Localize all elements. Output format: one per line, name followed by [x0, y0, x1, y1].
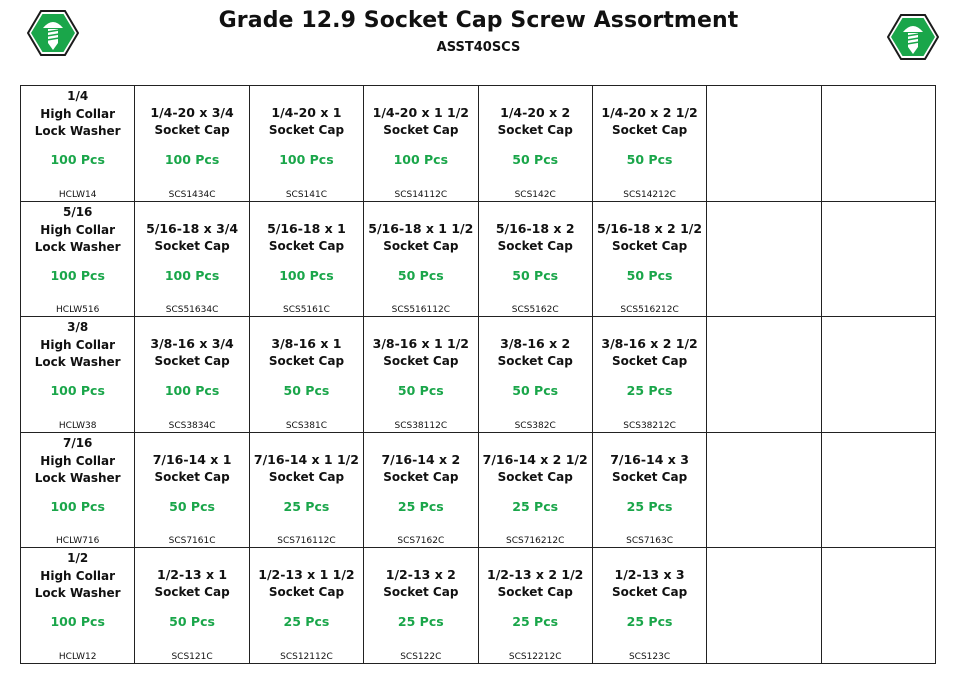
part-size-label: 3/8-16 x 2 [500, 336, 571, 352]
screw-cell [479, 548, 593, 664]
empty-cell [822, 202, 936, 318]
empty-cell [707, 86, 821, 202]
part-size-label: 3/8-16 x 1 1/2 [372, 336, 469, 352]
part-size-label: 1/2-13 x 1 1/2 [258, 567, 355, 583]
screw-cell [593, 86, 707, 202]
part-size-label: 3/8-16 x 3/4 [150, 336, 234, 352]
part-code: SCS5161C [282, 305, 330, 316]
quantity-label: 25 Pcs [397, 614, 444, 630]
quantity-label: 100 Pcs [279, 152, 334, 167]
part-type-label: Socket Cap [268, 123, 345, 137]
quantity-label: 100 Pcs [50, 498, 105, 514]
screw-cell [250, 548, 364, 664]
screw-cell [364, 317, 478, 433]
quantity-label: 25 Pcs [512, 614, 559, 630]
quantity-label: 100 Pcs [279, 267, 334, 283]
screw-cell [250, 202, 364, 318]
part-type-label: Socket Cap [268, 585, 345, 600]
screw-cell [250, 317, 364, 433]
empty-cell [822, 86, 936, 202]
quantity-label: 50 Pcs [169, 498, 215, 514]
part-type-label: Socket Cap [154, 585, 230, 600]
part-code: SCS14212C [623, 189, 676, 200]
part-type-label: Socket Cap [383, 238, 459, 253]
part-type-label: Lock Washer [34, 124, 121, 138]
part-type-label: Socket Cap [383, 585, 459, 600]
part-code: SCS5162C [511, 305, 559, 316]
part-type-label: Socket Cap [611, 585, 688, 600]
part-type-label: Lock Washer [34, 586, 121, 601]
part-code: HCLW14 [58, 189, 97, 200]
part-code: SCS38112C [394, 420, 448, 431]
part-type-label: Socket Cap [611, 354, 688, 369]
part-type-label: High Collar [40, 569, 116, 584]
screw-cell [479, 86, 593, 202]
screw-cell [364, 548, 478, 664]
page-title: Grade 12.9 Socket Cap Screw Assortment [218, 8, 739, 33]
part-type-label: Socket Cap [154, 469, 230, 484]
quantity-label: 50 Pcs [512, 152, 559, 167]
part-code: SCS142C [514, 189, 556, 200]
part-size-label: 5/16 [62, 204, 93, 219]
part-type-label: High Collar [40, 107, 116, 121]
part-type-label: Socket Cap [497, 354, 573, 369]
part-code: SCS1434C [168, 189, 216, 200]
screw-cell [593, 433, 707, 549]
quantity-label: 25 Pcs [626, 383, 673, 399]
screw-cell [593, 317, 707, 433]
part-type-label: Socket Cap [268, 354, 345, 369]
part-code: SCS716212C [506, 536, 565, 547]
screw-cell [364, 202, 478, 318]
screw-cell [250, 433, 364, 549]
part-code: SCS38212C [623, 420, 676, 431]
quantity-label: 50 Pcs [397, 383, 444, 399]
part-code: HCLW716 [56, 536, 100, 547]
quantity-label: 25 Pcs [512, 498, 559, 514]
page-subtitle: ASST40SCS [436, 40, 521, 55]
part-size-label: 1/4-20 x 2 1/2 [601, 105, 698, 120]
part-type-label: Socket Cap [268, 469, 345, 484]
quantity-label: 25 Pcs [397, 498, 444, 514]
part-size-label: 1/2-13 x 3 [614, 567, 685, 583]
part-size-label: 1/4-20 x 1 1/2 [372, 105, 469, 120]
part-size-label: 1/4-20 x 2 [500, 105, 571, 120]
part-size-label: 7/16 [62, 435, 93, 450]
part-code: SCS141C [285, 189, 328, 200]
empty-cell [707, 548, 821, 664]
part-size-label: 5/16-18 x 2 [495, 220, 575, 236]
quantity-label: 100 Pcs [50, 152, 105, 167]
screw-cell [135, 86, 249, 202]
quantity-label: 25 Pcs [626, 614, 673, 630]
part-type-label: Socket Cap [611, 238, 688, 253]
part-code: SCS123C [628, 651, 671, 662]
part-code: SCS12212C [508, 651, 562, 662]
part-code: SCS382C [514, 420, 556, 431]
part-size-label: 1/4 [67, 89, 89, 103]
part-type-label: Socket Cap [497, 238, 573, 253]
part-code: SCS51634C [165, 305, 219, 316]
quantity-label: 25 Pcs [626, 498, 673, 514]
part-size-label: 5/16-18 x 2 1/2 [597, 220, 703, 236]
part-type-label: Socket Cap [154, 354, 230, 369]
quantity-label: 100 Pcs [164, 383, 220, 399]
empty-cell [707, 433, 821, 549]
part-type-label: Socket Cap [497, 123, 573, 137]
assortment-grid [20, 85, 936, 664]
part-code: SCS516112C [391, 305, 450, 316]
quantity-label: 50 Pcs [626, 152, 673, 167]
washer-cell [21, 202, 135, 318]
screw-cell [479, 202, 593, 318]
part-code: SCS7161C [168, 536, 216, 547]
part-size-label: 7/16-14 x 3 [610, 451, 689, 467]
screw-cell [135, 548, 249, 664]
screw-cell [250, 86, 364, 202]
part-type-label: Socket Cap [611, 469, 688, 484]
quantity-label: 25 Pcs [283, 498, 330, 514]
part-code: SCS716112C [277, 536, 336, 547]
part-size-label: 7/16-14 x 1 [152, 451, 232, 467]
quantity-label: 100 Pcs [164, 267, 220, 283]
washer-cell [21, 548, 135, 664]
empty-cell [707, 202, 821, 318]
quantity-label: 25 Pcs [283, 614, 330, 630]
part-type-label: High Collar [40, 338, 116, 353]
part-code: SCS3834C [168, 420, 216, 431]
part-type-label: Socket Cap [383, 123, 459, 137]
empty-cell [707, 317, 821, 433]
washer-cell [21, 317, 135, 433]
empty-cell [822, 433, 936, 549]
part-type-label: Socket Cap [383, 469, 459, 484]
part-type-label: Socket Cap [154, 238, 230, 253]
quantity-label: 100 Pcs [50, 267, 105, 283]
part-type-label: Socket Cap [383, 354, 459, 369]
part-size-label: 3/8 [67, 320, 89, 335]
part-code: SCS7163C [626, 536, 674, 547]
part-size-label: 1/2-13 x 2 [385, 567, 456, 583]
part-code: HCLW516 [56, 305, 100, 316]
part-size-label: 5/16-18 x 3/4 [146, 220, 239, 236]
part-size-label: 7/16-14 x 2 1/2 [482, 451, 588, 467]
quantity-label: 100 Pcs [50, 614, 105, 630]
screw-cell [135, 202, 249, 318]
screw-cell [593, 548, 707, 664]
part-size-label: 1/2-13 x 2 1/2 [487, 567, 584, 583]
part-code: HCLW38 [58, 420, 97, 431]
washer-cell [21, 433, 135, 549]
part-type-label: Socket Cap [611, 123, 688, 137]
screw-cell [593, 202, 707, 318]
part-code: HCLW12 [58, 651, 97, 662]
quantity-label: 100 Pcs [50, 383, 105, 399]
part-type-label: Socket Cap [268, 238, 345, 253]
part-size-label: 5/16-18 x 1 1/2 [368, 220, 474, 236]
quantity-label: 50 Pcs [397, 267, 444, 283]
part-code: SCS516212C [620, 305, 679, 316]
part-code: SCS121C [171, 651, 213, 662]
screw-cell [135, 317, 249, 433]
part-type-label: Socket Cap [497, 585, 573, 600]
part-size-label: 1/2-13 x 1 [157, 567, 228, 583]
part-code: SCS14112C [394, 189, 448, 200]
part-size-label: 1/2 [67, 551, 89, 566]
screw-cell [135, 433, 249, 549]
quantity-label: 50 Pcs [626, 267, 673, 283]
part-size-label: 5/16-18 x 1 [267, 220, 346, 236]
part-code: SCS7162C [397, 536, 445, 547]
part-type-label: Lock Washer [34, 355, 121, 370]
part-type-label: Lock Washer [34, 470, 121, 485]
part-size-label: 1/4-20 x 1 [271, 105, 342, 120]
quantity-label: 50 Pcs [512, 267, 559, 283]
part-type-label: Socket Cap [154, 123, 230, 137]
screw-cell [364, 86, 478, 202]
part-type-label: Socket Cap [497, 469, 573, 484]
part-code: SCS12112C [280, 651, 333, 662]
quantity-label: 100 Pcs [393, 152, 449, 167]
part-type-label: High Collar [40, 222, 116, 237]
screw-cell [479, 433, 593, 549]
part-size-label: 7/16-14 x 1 1/2 [253, 451, 359, 467]
part-type-label: High Collar [40, 453, 116, 468]
part-size-label: 3/8-16 x 2 1/2 [601, 336, 698, 352]
quantity-label: 50 Pcs [512, 383, 559, 399]
empty-cell [822, 548, 936, 664]
part-code: SCS122C [400, 651, 442, 662]
part-type-label: Lock Washer [34, 239, 121, 254]
quantity-label: 100 Pcs [164, 152, 220, 167]
screw-cell [479, 317, 593, 433]
empty-cell [822, 317, 936, 433]
washer-cell [21, 86, 135, 202]
part-size-label: 7/16-14 x 2 [381, 451, 461, 467]
quantity-label: 50 Pcs [283, 383, 330, 399]
part-size-label: 1/4-20 x 3/4 [150, 105, 234, 120]
part-code: SCS381C [285, 420, 328, 431]
screw-cell [364, 433, 478, 549]
quantity-label: 50 Pcs [169, 614, 215, 630]
part-size-label: 3/8-16 x 1 [271, 336, 342, 352]
